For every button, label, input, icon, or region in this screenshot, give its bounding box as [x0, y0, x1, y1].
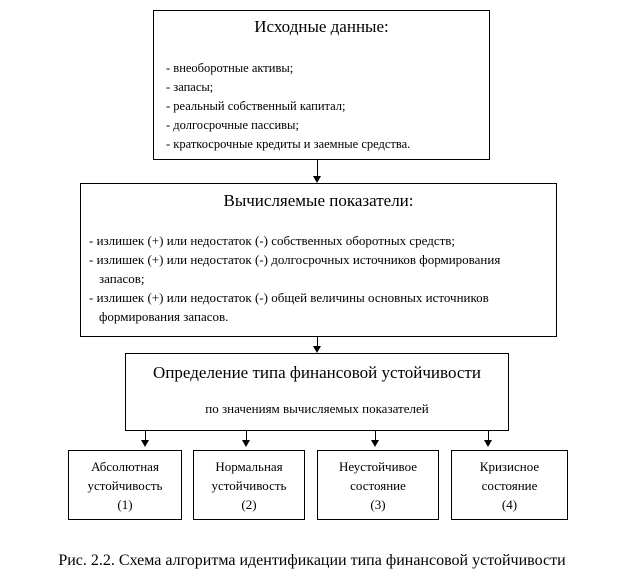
list-item: - запасы;	[166, 80, 214, 94]
arrow-down-icon	[242, 440, 250, 447]
state-number: (1)	[117, 496, 133, 512]
state-line2: устойчивость	[211, 477, 287, 493]
state-box-normal	[193, 450, 305, 520]
connector-line	[375, 431, 376, 440]
calculated-indicators-box	[80, 183, 557, 337]
state-line1: Нормальная	[215, 458, 283, 474]
connector-line	[246, 431, 247, 440]
list-item: - реальный собственный капитал;	[166, 99, 346, 113]
state-box-crisis	[451, 450, 568, 520]
arrow-down-icon	[313, 346, 321, 353]
calculated-indicators-list	[89, 231, 544, 326]
connector-line	[317, 160, 318, 176]
state-line1: Абсолютная	[91, 458, 159, 474]
state-box-unstable	[317, 450, 439, 520]
calculated-indicators-title: Вычисляемые показатели:	[223, 191, 414, 210]
state-number: (3)	[370, 496, 386, 512]
arrow-down-icon	[484, 440, 492, 447]
arrow-down-icon	[141, 440, 149, 447]
list-item: - излишек (+) или недостаток (-) общей величины основных источников формирования запасов.	[89, 290, 489, 324]
state-number: (4)	[501, 496, 518, 512]
connector-line	[145, 431, 146, 440]
arrow-down-icon	[371, 440, 379, 447]
connector-line	[488, 431, 489, 440]
type-determination-subtitle: по значениям вычисляемых показателей	[205, 401, 429, 416]
state-box-absolute	[68, 450, 182, 520]
list-item: - излишек (+) или недостаток (-) долгосрочных источников формирования запасов;	[89, 252, 501, 286]
state-line1: Кризисное	[479, 458, 540, 474]
list-item: - долгосрочные пассивы;	[166, 118, 299, 132]
input-data-title: Исходные данные:	[254, 17, 389, 36]
list-item: - краткосрочные кредиты и заемные средства.	[166, 137, 411, 151]
figure-caption: Рис. 2.2. Схема алгоритма идентификации типа финансовой устойчивости	[58, 552, 566, 569]
type-determination-title: Определение типа финансовой устойчивости	[153, 363, 481, 382]
state-line1: Неустойчивое	[338, 458, 418, 474]
input-data-box	[153, 10, 490, 160]
list-item: - излишек (+) или недостаток (-) собственных оборотных средств;	[89, 233, 456, 248]
arrow-down-icon	[313, 176, 321, 183]
state-line2: устойчивость	[87, 477, 163, 493]
type-determination-box	[125, 353, 509, 431]
state-line2: состояние	[481, 477, 538, 493]
state-line2: состояние	[350, 477, 406, 493]
input-data-list	[166, 59, 489, 154]
list-item: - внеоборотные активы;	[166, 61, 294, 75]
state-number: (2)	[241, 496, 257, 512]
